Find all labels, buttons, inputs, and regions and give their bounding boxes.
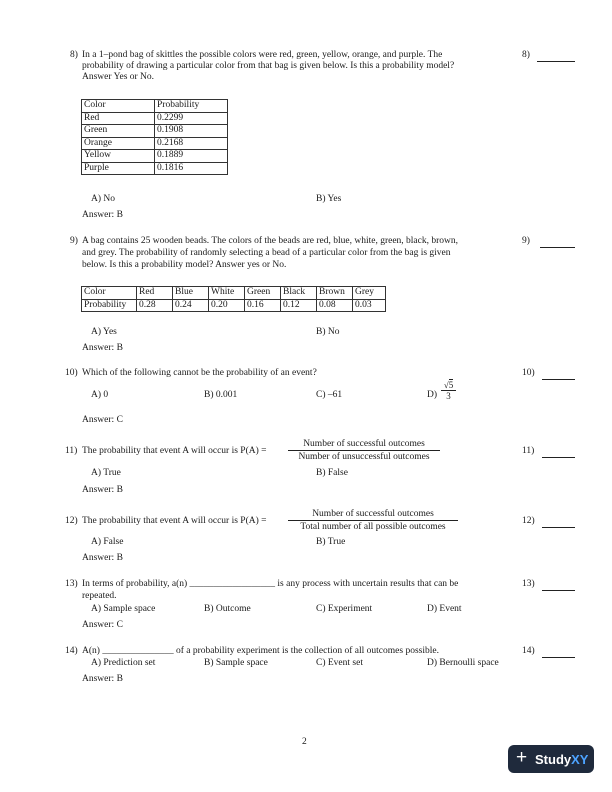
answer-blank[interactable]	[542, 457, 575, 458]
table-cell: 0.16	[245, 299, 281, 312]
table-cell: 0.24	[173, 299, 209, 312]
question-number: 12)	[65, 516, 78, 526]
choice-a: A) True	[91, 468, 121, 478]
table-cell: Yellow	[82, 150, 155, 163]
question-text: A bag contains 25 wooden beads. The colors of the beads are red, blue, white, green, black, brown,	[82, 236, 459, 246]
question-text: In terms of probability, a(n) __________________ is any process with uncertain results that can be	[82, 579, 459, 589]
margin-number: 13)	[522, 579, 535, 589]
answer-blank[interactable]	[540, 247, 575, 248]
table-header: Probability	[155, 100, 228, 113]
choice-b: B) False	[316, 468, 348, 478]
question-text: A(n) _______________ of a probability experiment is the collection of all outcomes possible.	[82, 646, 439, 656]
fraction-numerator: Number of successful outcomes	[288, 509, 458, 521]
table-cell: Orange	[82, 137, 155, 150]
fraction-denominator: Total number of all possible outcomes	[300, 522, 446, 532]
answer: Answer: B	[82, 485, 123, 495]
answer: Answer: B	[82, 674, 123, 684]
question-number: 13)	[65, 579, 78, 589]
question-number: 9)	[70, 236, 78, 246]
answer: Answer: C	[82, 415, 123, 425]
question-text: and grey. The probability of randomly selecting a bead of a particular color from the bag is given	[82, 248, 451, 258]
table-cell: 0.2168	[155, 137, 228, 150]
question-number: 11)	[65, 446, 78, 456]
answer-blank[interactable]	[542, 590, 575, 591]
answer-blank[interactable]	[537, 61, 575, 62]
fraction-denominator: Number of unsuccessful outcomes	[298, 452, 430, 462]
table-cell: Color	[82, 287, 137, 300]
table-cell: 0.28	[137, 299, 173, 312]
choice-b: B) True	[316, 537, 346, 547]
table-cell: Black	[281, 287, 317, 300]
choice-a: A) 0	[91, 390, 109, 400]
table-cell: Blue	[173, 287, 209, 300]
table-cell: Green	[245, 287, 281, 300]
table-cell: 0.2299	[155, 112, 228, 125]
table-cell: 0.03	[353, 299, 386, 312]
question-text: In a 1–pond bag of skittles the possible colors were red, green, yellow, orange, and purple. The	[82, 50, 443, 60]
margin-number: 10)	[522, 368, 535, 378]
question-text: Answer Yes or No.	[82, 72, 155, 82]
choice-a: A) False	[91, 537, 124, 547]
probability-table	[81, 286, 386, 312]
studyxy-logo[interactable]	[508, 745, 594, 773]
choice-c: C) Event set	[316, 658, 363, 668]
answer-blank[interactable]	[542, 527, 575, 528]
question-text: repeated.	[82, 591, 117, 601]
choice-b: B) Sample space	[204, 658, 268, 668]
fraction-numerator: Number of successful outcomes	[288, 439, 440, 451]
choice-d: D)	[427, 390, 438, 400]
question-text: probability of drawing a particular color from that bag is given below. Is this a probability model?	[82, 61, 455, 71]
answer-blank[interactable]	[542, 657, 575, 658]
question-text: Which of the following cannot be the probability of an event?	[82, 368, 317, 378]
choice-d: D) Event	[427, 604, 462, 614]
margin-number: 12)	[522, 516, 535, 526]
margin-number: 11)	[522, 446, 535, 456]
answer: Answer: B	[82, 343, 123, 353]
choice-c: C) Experiment	[316, 604, 373, 614]
table-cell: 0.1816	[155, 162, 228, 175]
table-cell: 0.1889	[155, 150, 228, 163]
table-header: Color	[82, 100, 155, 113]
choice-d: D) Bernoulli space	[427, 658, 499, 668]
question-number: 10)	[65, 368, 78, 378]
denominator: 3	[446, 391, 451, 401]
choice-b: B) 0.001	[204, 390, 238, 400]
choice-b: B) Outcome	[204, 604, 251, 614]
table-cell: 0.20	[209, 299, 245, 312]
question-text: below. Is this a probability model? Answer yes or No.	[82, 260, 287, 270]
question-number: 8)	[70, 50, 78, 60]
answer: Answer: B	[82, 210, 123, 220]
table-cell: Brown	[317, 287, 353, 300]
fraction	[288, 509, 458, 532]
fraction	[288, 439, 440, 462]
table-cell: White	[209, 287, 245, 300]
table-cell: Grey	[353, 287, 386, 300]
margin-number: 9)	[522, 236, 530, 246]
answer-blank[interactable]	[542, 379, 575, 380]
question-text: The probability that event A will occur is P(A) =	[82, 446, 267, 456]
table-cell: Green	[82, 125, 155, 138]
table-cell: 0.08	[317, 299, 353, 312]
sqrt-fraction: √5 3	[441, 380, 456, 401]
choice-a: A) Yes	[91, 327, 117, 337]
logo-text-main: Study	[535, 752, 572, 767]
choice-a: A) Sample space	[91, 604, 156, 614]
table-cell: 0.1908	[155, 125, 228, 138]
page-number: 2	[302, 737, 307, 747]
probability-table	[81, 99, 228, 175]
choice-c: C) –61	[316, 390, 343, 400]
choice-a: A) Prediction set	[91, 658, 156, 668]
answer: Answer: C	[82, 620, 123, 630]
choice-b: B) No	[316, 327, 340, 337]
question-number: 14)	[65, 646, 78, 656]
choice-b: B) Yes	[316, 194, 342, 204]
margin-number: 8)	[522, 50, 530, 60]
logo-text	[535, 752, 588, 767]
choice-a: A) No	[91, 194, 116, 204]
answer: Answer: B	[82, 553, 123, 563]
logo-text-accent: XY	[571, 752, 589, 767]
table-cell: Probability	[82, 299, 137, 312]
radicand: 5	[448, 380, 454, 390]
table-cell: 0.12	[281, 299, 317, 312]
table-cell: Red	[137, 287, 173, 300]
table-cell: Red	[82, 112, 155, 125]
question-text: The probability that event A will occur is P(A) =	[82, 516, 267, 526]
plus-icon: +	[516, 747, 528, 768]
margin-number: 14)	[522, 646, 535, 656]
table-cell: Purple	[82, 162, 155, 175]
